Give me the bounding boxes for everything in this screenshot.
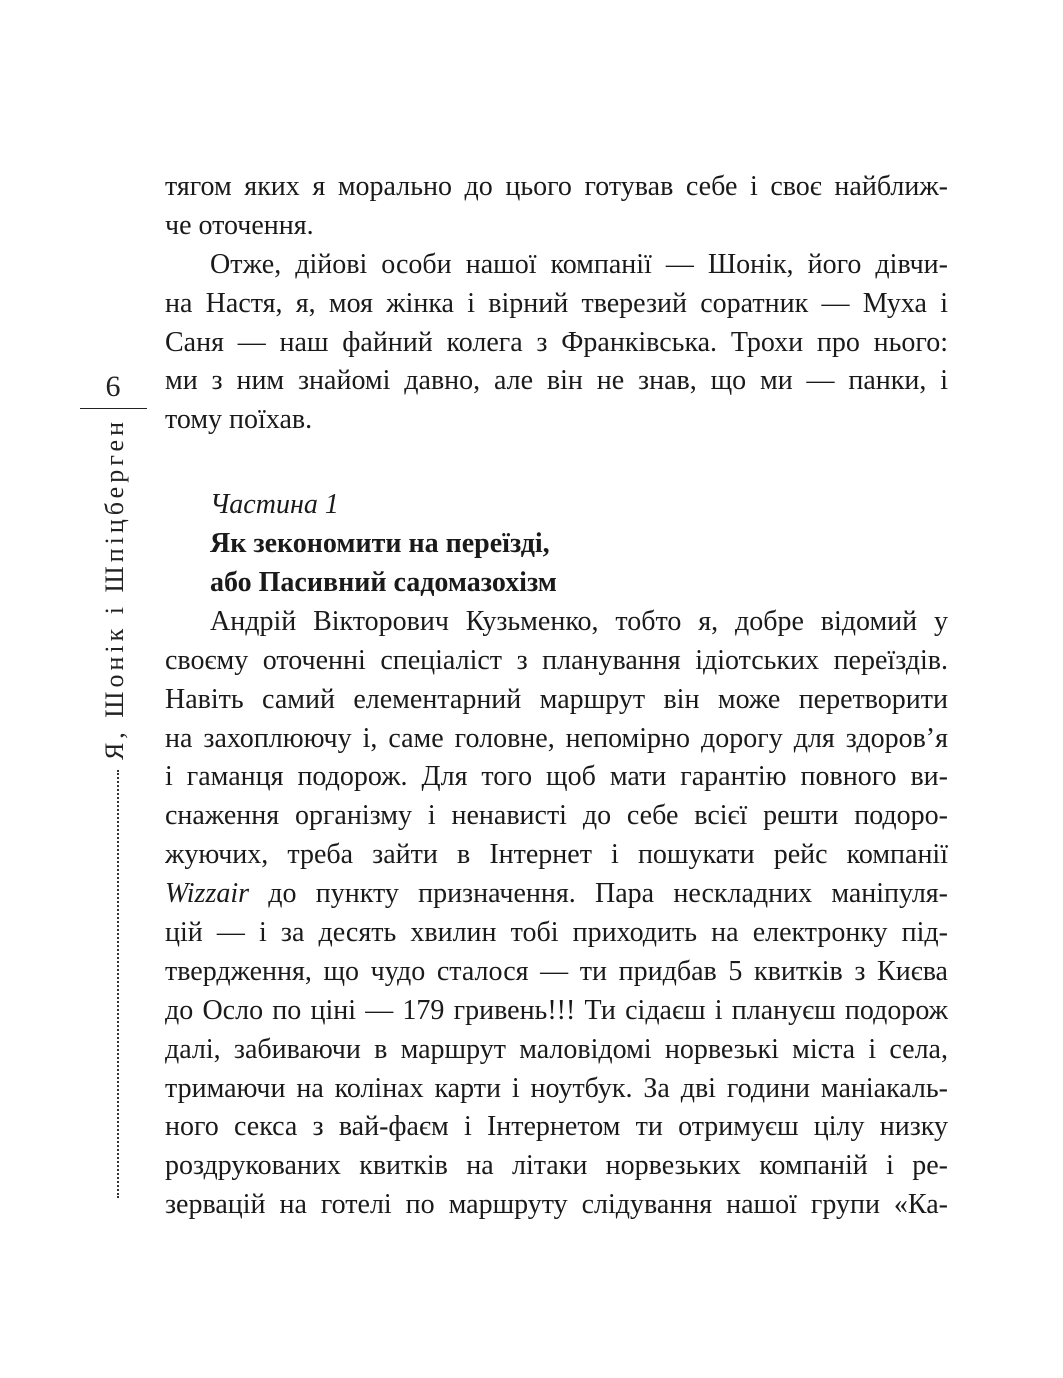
text-line: далі, забиваючи в маршрут маловідомі норвезькі міста і села, [165,1033,948,1065]
characters-paragraph [165,246,948,440]
running-head-dotted-leader [117,770,119,1198]
text-line-rest: до пункту призначення. Пара нескладних маніпуля- [249,878,948,910]
text-line: Саня — наш файний колега з Франківська. Трохи про нього: [165,326,948,358]
text-line: роздрукованих квитків на літаки норвезьких компаній і ре- [165,1150,948,1182]
company-name: Wizzair [165,878,250,910]
text-line: зервацій на готелі по маршруту слідування нашої групи «Ка- [165,1189,948,1221]
text-line: твердження, що чудо сталося — ти придбав 5 квитків з Києва [165,955,948,987]
running-head [100,418,130,1198]
section-title-line: Як зекономити на переїзді, [210,528,550,560]
text-line-wizzair [165,875,948,914]
text-line: і гаманця подорож. Для того щоб мати гарантію повного ви- [165,761,948,793]
text-line: цій — і за десять хвилин тобі приходить на електронку під- [165,917,948,949]
text-line: Навіть самий елементарний маршрут він може перетворити [165,683,948,715]
text-block [165,168,948,1225]
intro-paragraph-end [165,168,948,246]
text-line: тримаючи на колінах карти і ноутбук. За дві години маніакаль- [165,1072,948,1104]
section-heading [165,486,948,603]
text-line: Отже, дійові особи нашої компанії — Шонік, його дівчи- [210,248,948,280]
text-line: ми з ним знайомі давно, але він не знав, що ми — панки, і [165,365,948,397]
text-line: ного секса з вай-фаєм і Інтернетом ти отримуєш цілу низку [165,1111,948,1143]
section-gap [165,440,948,486]
text-line: Андрій Вікторович Кузьменко, тобто я, добре відомий у [210,605,948,637]
page-number-rule [80,408,147,409]
text-line: тягом яких я морально до цього готував себе і своє найближ- [165,171,948,202]
text-line: на захоплюючу і, саме головне, непомірно дорогу для здоров’я [165,722,948,754]
running-head-rotated [100,418,130,1198]
text-line: снаження організму і ненависті до себе всієї решти подоро- [165,800,948,832]
section-label: Частина 1 [210,489,339,521]
main-paragraph [165,603,948,1225]
text-line: на Настя, я, моя жінка і вірний тверезий соратник — Муха і [165,287,948,319]
text-line: тому поїхав. [165,404,313,436]
text-line: жуючих, треба зайти в Інтернет і пошукати рейс компанії [165,839,948,871]
text-line: своєму оточенні спеціаліст з планування ідіотських переїздів. [165,644,948,676]
running-head-title: Я, Шонік і Шпіцберген [100,418,129,761]
text-line: до Осло по ціні — 179 гривень!!! Ти сідаєш і плануєш подорож [165,994,948,1026]
text-line: че оточення. [165,209,314,241]
page-number: 6 [105,370,121,403]
section-title-line: або Пасивний садомазохізм [210,567,557,599]
